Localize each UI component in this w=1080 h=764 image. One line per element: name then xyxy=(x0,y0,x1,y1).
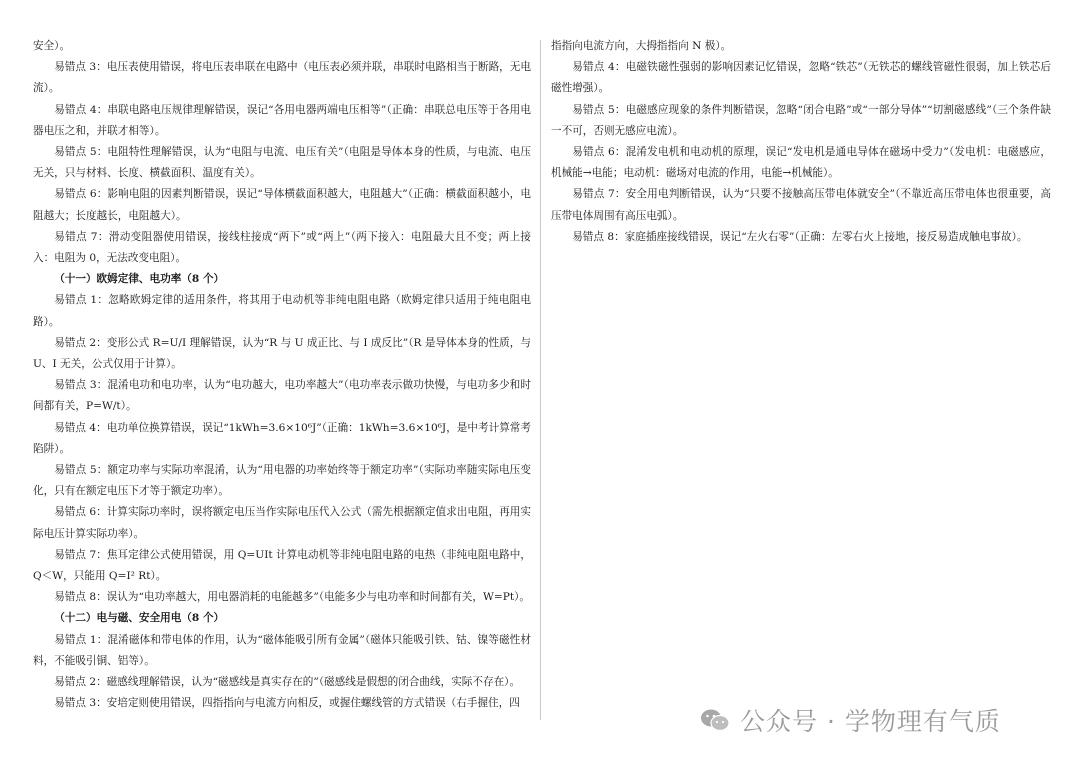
paragraph: 易错点 3：安培定则使用错误，四指指向与电流方向相反，或握住螺线管的方式错误（右手握住，四 xyxy=(54,697,520,710)
paragraph: 易错点 4：串联电路电压规律理解错误，误记“各用电器两端电压相等”（正确：串联总电压等于各用电器电压之和，并联才相等）。 xyxy=(33,103,531,137)
paragraph: 易错点 2：变形公式 R=U/I 理解错误，认为“R 与 U 成正比、与 I 成反比”（R 是导体本身的性质，与U、I 无关，公式仅用于计算）。 xyxy=(33,336,531,371)
watermark xyxy=(700,700,1001,740)
paragraph: 易错点 8：家庭插座接线错误，误记“左火右零”（正确：左零右火上接地，接反易造成触电事故）。 xyxy=(572,230,1028,243)
paragraph: 易错点 6：混淆发电机和电动机的原理，误记“发电机是通电导体在磁场中受力”（发电机：电磁感应，机械能→电能；电动机：磁场对电流的作用，电能→机械能）。 xyxy=(551,146,1051,180)
paragraph: 易错点 5：电磁感应现象的条件判断错误，忽略“闭合电路”或“一部分导体”“切割磁感线”（三个条件缺一不可，否则无感应电流）。 xyxy=(551,103,1051,137)
paragraph: 易错点 2：磁感线理解错误，认为“磁感线是真实存在的”（磁感线是假想的闭合曲线，实际不存在）。 xyxy=(54,676,521,689)
paragraph: 易错点 5：额定功率与实际功率混淆，认为“用电器的功率始终等于额定功率”（实际功率随实际电压变化，只有在额定电压下才等于额定功率）。 xyxy=(33,464,531,498)
paragraph: 易错点 6：影响电阻的因素判断错误，误记“导体横截面积越大，电阻越大”（正确：横截面积越小，电阻越大；长度越长，电阻越大）。 xyxy=(33,188,531,222)
paragraph: 易错点 1：忽略欧姆定律的适用条件，将其用于电动机等非纯电阻电路（欧姆定律只适用于纯电阻电路）。 xyxy=(33,294,531,328)
paragraph: 易错点 7：滑动变阻器使用错误，接线柱接成“两下”或“两上”（两下接入：电阻最大且不变；两上接入：电阻为 0，无法改变电阻）。 xyxy=(33,230,531,265)
paragraph: 安全）。 xyxy=(33,40,71,52)
paragraph: 易错点 6：计算实际功率时，误将额定电压当作实际电压代入公式（需先根据额定值求出电阻，再用实际电压计算实际功率）。 xyxy=(33,506,531,540)
wechat-icon xyxy=(700,708,730,732)
paragraph: 易错点 5：电阻特性理解错误，认为“电阻与电流、电压有关”（电阻是导体本身的性质，与电流、电压无关，只与材料、长度、横截面积、温度有关）。 xyxy=(33,146,531,180)
paragraph: 易错点 3：电压表使用错误，将电压表串联在电路中（电压表必须并联，串联时电路相当于断路，无电流）。 xyxy=(33,61,531,95)
paragraph: 指指向电流方向，大拇指指向 N 极）。 xyxy=(551,40,732,52)
paragraph: 易错点 4：电功单位换算错误，误记“1kWh=3.6×10⁶J”（正确：1kWh=3.6×10⁶J，是中考计算常考陷阱）。 xyxy=(33,421,531,455)
paragraph: 易错点 7：安全用电判断错误，认为“只要不接触高压带电体就安全”（不靠近高压带电体也很重要，高压带电体周围有高压电弧）。 xyxy=(551,188,1051,222)
watermark-text: 公众号 · 学物理有气质 xyxy=(740,707,1001,736)
right-column xyxy=(551,36,1051,248)
paragraph: 易错点 3：混淆电功和电功率，认为“电功越大，电功率越大”（电功率表示做功快慢，与电功多少和时间都有关，P=W/t）。 xyxy=(33,379,531,413)
paragraph: 易错点 8：误认为“电功率越大，用电器消耗的电能越多”（电能多少与电功率和时间都有关，W=Pt）。 xyxy=(54,591,531,604)
left-column xyxy=(33,36,531,715)
paragraph: 易错点 1：混淆磁体和带电体的作用，认为“磁体能吸引所有金属”（磁体只能吸引铁、钴、镍等磁性材料，不能吸引铜、铝等）。 xyxy=(33,633,531,667)
section-heading: （十二）电与磁、安全用电（8 个） xyxy=(54,612,225,625)
paragraph: 易错点 7：焦耳定律公式使用错误，用 Q=UIt 计算电动机等非纯电阻电路的电热（非纯电阻电路中，Q＜W，只能用 Q=I² Rt）。 xyxy=(33,548,531,583)
section-heading: （十一）欧姆定律、电功率（8 个） xyxy=(54,273,225,286)
paragraph: 易错点 4：电磁铁磁性强弱的影响因素记忆错误，忽略“铁芯”（无铁芯的螺线管磁性很弱，加上铁芯后磁性增强）。 xyxy=(551,61,1051,95)
column-divider xyxy=(540,40,541,720)
